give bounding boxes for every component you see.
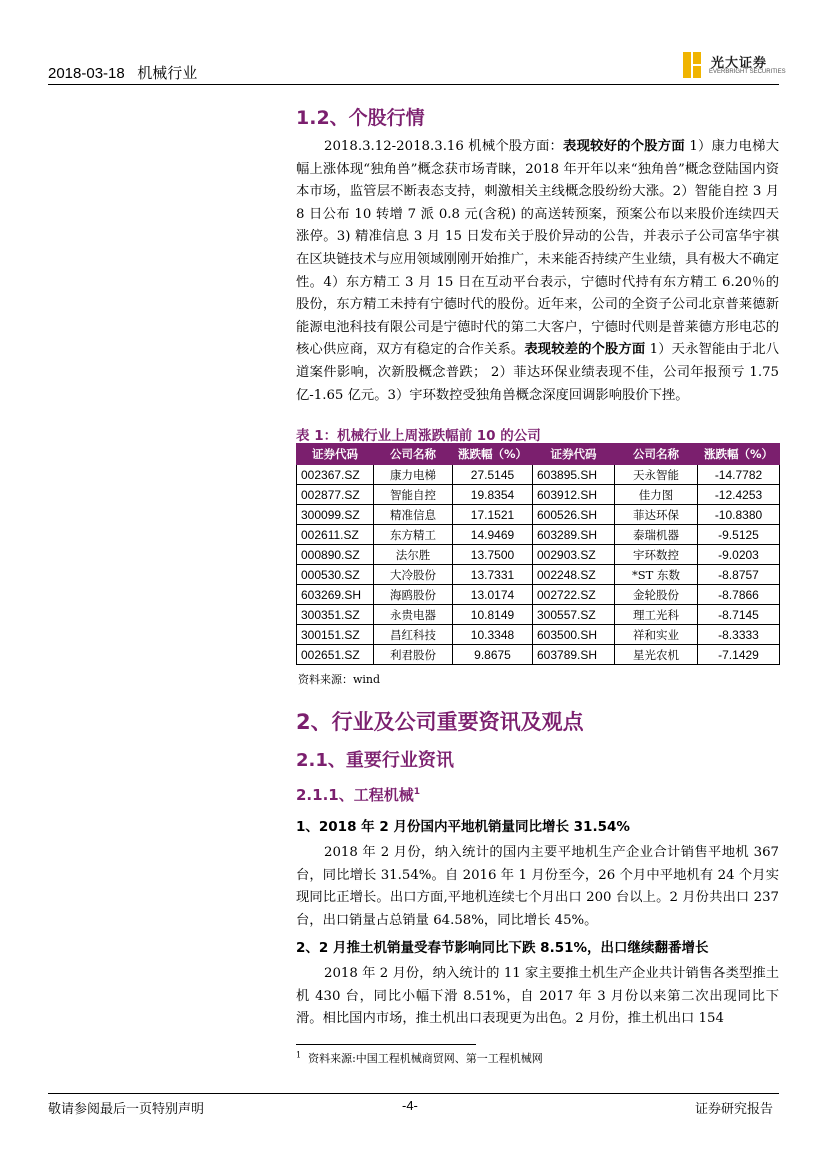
section-title-1-2: 1.2、个股行情 — [296, 107, 425, 129]
cell-change: -12.4253 — [698, 485, 780, 505]
cell-change: -7.1429 — [698, 645, 780, 665]
cell-change: -14.7782 — [698, 465, 780, 485]
cell-code: 603789.SH — [533, 645, 615, 665]
cell-change: 13.7500 — [453, 545, 533, 565]
col-header-change-1: 涨跌幅（%） — [453, 444, 533, 465]
para-bold-bad: 表现较差的个股方面 — [524, 342, 646, 358]
header-industry: 机械行业 — [137, 65, 198, 82]
cell-code: 600526.SH — [533, 505, 615, 525]
cell-name: 菲达环保 — [615, 505, 698, 525]
cell-code: 603289.SH — [533, 525, 615, 545]
cell-change: -10.8380 — [698, 505, 780, 525]
cell-name: 海鸥股份 — [374, 585, 453, 605]
header-rule — [48, 84, 779, 85]
cell-code: 002611.SZ — [297, 525, 374, 545]
col-header-code-1: 证券代码 — [297, 444, 374, 465]
cell-code: 603912.SH — [533, 485, 615, 505]
section-title-2-1-1-text: 2.1.1、工程机械 — [296, 786, 414, 804]
para-good-stocks: 1）康力电梯大幅上涨体现“独角兽”概念获市场青睐，2018 年开年以来“独角兽”概念登陆国内资本市场，监管层不断表态支持，刺激相关主线概念股纷纷大涨。2）智能自控 3 月 8 日公布 10 转增 7 派 0.8 元(含税) 的高送转预案，预案公布以来股价连续四天涨停。3) 精准信息 3 月 15 日发布关于股价异动的公告，并表示子公司富华宇祺在区块链技术与应用领域刚刚开始推广，未来能否持续产生业绩，具有极大不确定性。4）东方精工 3 月 15 日在互动平台表示，宁德时代持有东方精工 6.20％的股份，东方精工未持有宁德时代的股份。近年来，公司的全资子公司北京普莱德新能源电池科技有限公司是宁德时代的第二大客户，宁德时代则是普莱德方形电芯的核心供应商，双方有稳定的合作关系。 — [296, 139, 779, 358]
col-header-change-2: 涨跌幅（%） — [698, 444, 780, 465]
table-row — [297, 465, 780, 485]
cell-change: -8.3333 — [698, 625, 780, 645]
footnote-text: 资料来源:中国工程机械商贸网、第一工程机械网 — [308, 1052, 543, 1065]
cell-name: 理工光科 — [615, 605, 698, 625]
page-number: -4- — [402, 1098, 418, 1113]
cell-name: 佳力图 — [615, 485, 698, 505]
cell-name: 金轮股份 — [615, 585, 698, 605]
para-lead: 2018.3.12-2018.3.16 机械个股方面： — [324, 139, 564, 154]
cell-code: 002367.SZ — [297, 465, 374, 485]
cell-change: 27.5145 — [453, 465, 533, 485]
footer-rule — [48, 1093, 779, 1094]
item2-heading: 2、2 月推土机销量受春节影响同比下跌 8.51%，出口继续翻番增长 — [296, 940, 709, 956]
table-row — [297, 525, 780, 545]
cell-name: 精准信息 — [374, 505, 453, 525]
footnote-mark: 1 — [296, 1050, 302, 1060]
table-header-row — [297, 444, 780, 465]
table-row — [297, 505, 780, 525]
top-movers-table — [296, 443, 780, 665]
para-bad-stocks: 1）天永智能由于北八道案件影响，次新股概念普跌； 2）菲达环保业绩表现不佳，公司年报预亏 1.75 亿-1.65 亿元。3）宇环数控受独角兽概念深度回调影响股价下挫。 — [296, 342, 780, 403]
footer-disclaimer: 敬请参阅最后一页特别声明 — [48, 1102, 205, 1117]
cell-name: 昌红科技 — [374, 625, 453, 645]
header-date-industry — [48, 62, 197, 83]
cell-change: -8.8757 — [698, 565, 780, 585]
col-header-name-2: 公司名称 — [615, 444, 698, 465]
cell-name: 星光农机 — [615, 645, 698, 665]
section-title-2-1-1 — [296, 784, 420, 805]
company-logo — [683, 52, 786, 80]
cell-code: 300099.SZ — [297, 505, 374, 525]
cell-code: 300151.SZ — [297, 625, 374, 645]
item1-heading: 1、2018 年 2 月份国内平地机销量同比增长 31.54% — [296, 819, 630, 835]
footnote-ref: 1 — [413, 787, 420, 797]
footnote — [296, 1050, 543, 1066]
cell-code: 002877.SZ — [297, 485, 374, 505]
logo-mark-icon — [683, 52, 703, 78]
footnote-rule — [296, 1044, 476, 1045]
cell-code: 300557.SZ — [533, 605, 615, 625]
footer-report-type: 证券研究报告 — [695, 1102, 774, 1117]
cell-name: 东方精工 — [374, 525, 453, 545]
header-date: 2018-03-18 — [48, 65, 125, 82]
cell-code: 603269.SH — [297, 585, 374, 605]
cell-change: 13.0174 — [453, 585, 533, 605]
cell-name: 法尔胜 — [374, 545, 453, 565]
logo-text-cn: 光大证券 — [711, 56, 768, 71]
cell-code: 002248.SZ — [533, 565, 615, 585]
cell-code: 002903.SZ — [533, 545, 615, 565]
item1-body: 2018 年 2 月份，纳入统计的国内主要平地机生产企业合计销售平地机 367 台，同比增长 31.54%。自 2016 年 1 月份至今，26 个月中平地机有 24 个月实现同比正增长。出口方面,平地机连续七个月出口 200 台以上。2 月份共出口 237 台，出口销量占总销量 64.58%，同比增长 45%。 — [296, 845, 779, 928]
table-title: 表 1：机械行业上周涨跌幅前 10 的公司 — [296, 428, 541, 444]
cell-code: 000890.SZ — [297, 545, 374, 565]
cell-name: 利君股份 — [374, 645, 453, 665]
cell-change: 13.7331 — [453, 565, 533, 585]
cell-code: 000530.SZ — [297, 565, 374, 585]
section-1-2-paragraph — [296, 136, 779, 407]
table-row — [297, 605, 780, 625]
cell-change: 17.1521 — [453, 505, 533, 525]
cell-name: 天永智能 — [615, 465, 698, 485]
table-row — [297, 485, 780, 505]
cell-change: 10.3348 — [453, 625, 533, 645]
cell-name: *ST 东数 — [615, 565, 698, 585]
cell-code: 002722.SZ — [533, 585, 615, 605]
logo-text-en: EVERBRIGHT SECURITIES — [709, 69, 786, 75]
cell-change: 10.8149 — [453, 605, 533, 625]
cell-change: -9.0203 — [698, 545, 780, 565]
item2-body: 2018 年 2 月份，纳入统计的 11 家主要推土机生产企业共计销售各类型推土机 430 台，同比小幅下滑 8.51%，自 2017 年 3 月份以来第二次出现同比下滑。相比国内市场，推土机出口表现更为出色。2 月份，推土机出口 154 — [296, 966, 779, 1027]
cell-name: 泰瑞机器 — [615, 525, 698, 545]
para-bold-good: 表现较好的个股方面 — [563, 139, 685, 154]
cell-change: -8.7866 — [698, 585, 780, 605]
col-header-name-1: 公司名称 — [374, 444, 453, 465]
cell-change: 9.8675 — [453, 645, 533, 665]
table-row — [297, 585, 780, 605]
cell-name: 宇环数控 — [615, 545, 698, 565]
table-source: 资料来源：wind — [298, 673, 381, 686]
cell-name: 永贵电器 — [374, 605, 453, 625]
cell-change: -9.5125 — [698, 525, 780, 545]
col-header-code-2: 证券代码 — [533, 444, 615, 465]
table-row — [297, 565, 780, 585]
cell-code: 002651.SZ — [297, 645, 374, 665]
cell-change: 14.9469 — [453, 525, 533, 545]
section-title-2-1: 2.1、重要行业资讯 — [296, 750, 454, 771]
table-row — [297, 645, 780, 665]
cell-code: 300351.SZ — [297, 605, 374, 625]
cell-change: -8.7145 — [698, 605, 780, 625]
cell-change: 19.8354 — [453, 485, 533, 505]
cell-name: 康力电梯 — [374, 465, 453, 485]
cell-name: 智能自控 — [374, 485, 453, 505]
table-row — [297, 625, 780, 645]
cell-code: 603500.SH — [533, 625, 615, 645]
table-row — [297, 545, 780, 565]
section-title-2: 2、行业及公司重要资讯及观点 — [296, 710, 584, 734]
cell-code: 603895.SH — [533, 465, 615, 485]
cell-name: 大冷股份 — [374, 565, 453, 585]
cell-name: 祥和实业 — [615, 625, 698, 645]
